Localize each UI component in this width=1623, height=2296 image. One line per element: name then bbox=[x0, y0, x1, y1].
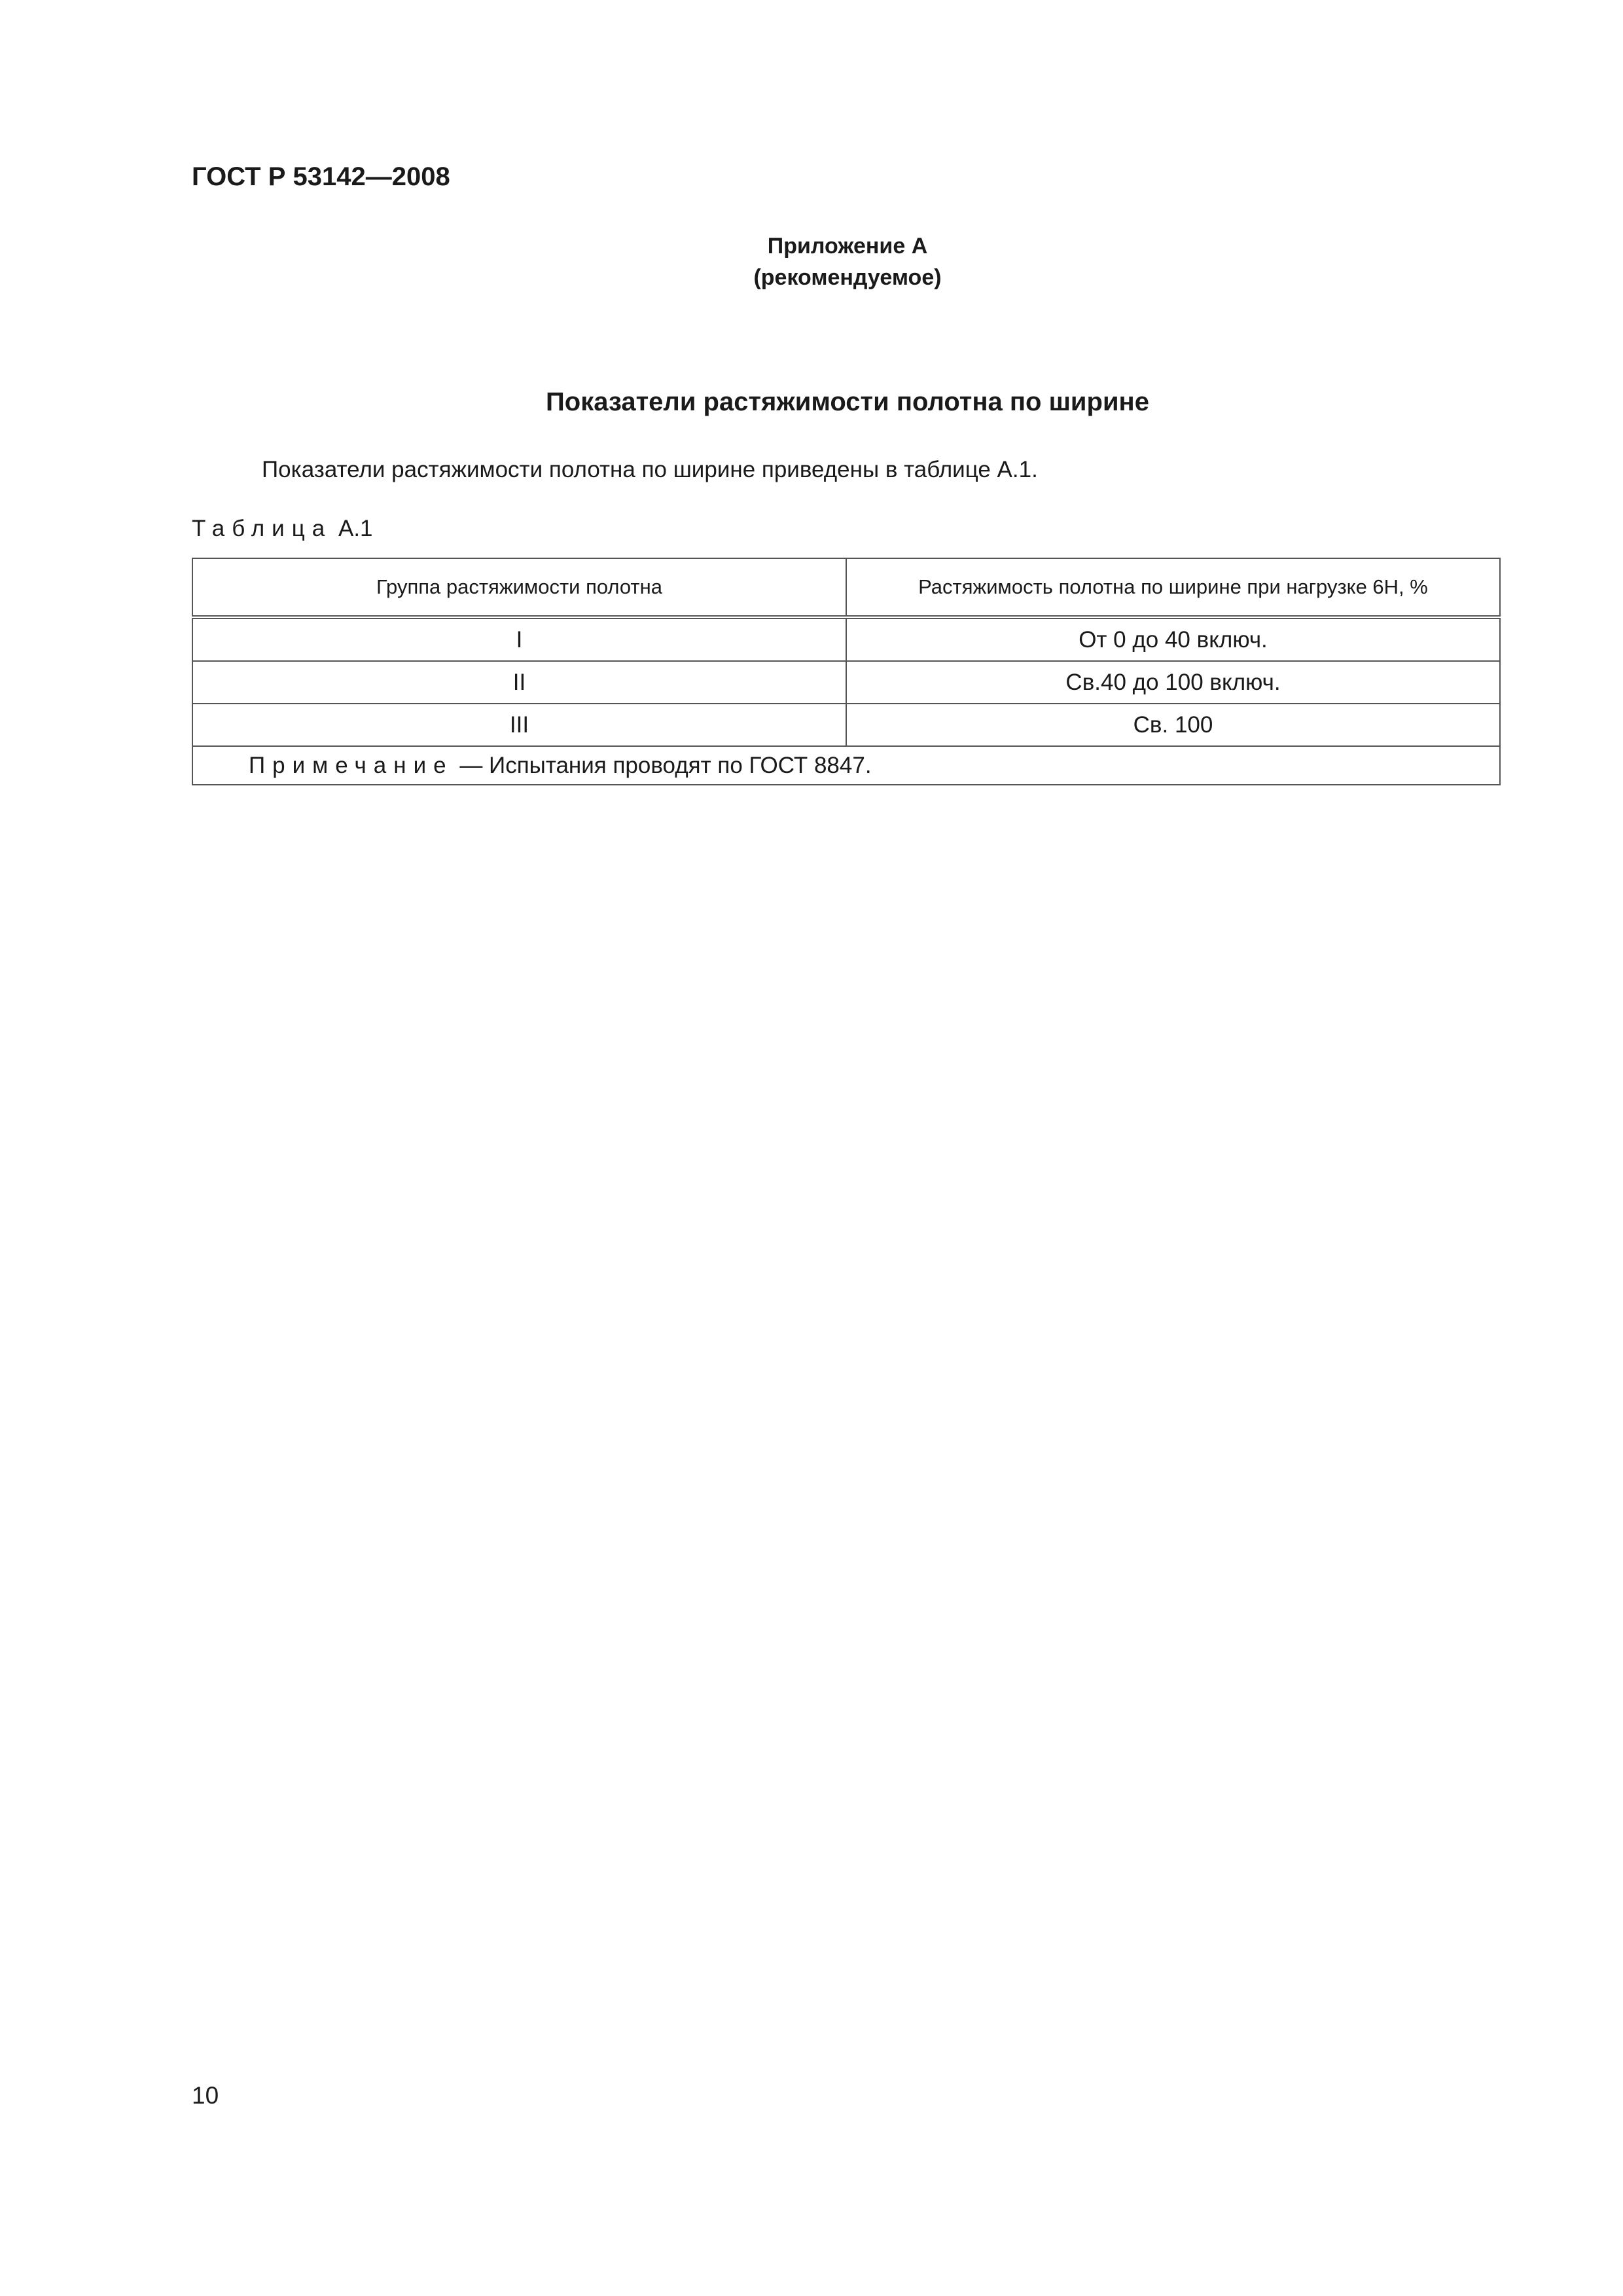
column-header: Группа растяжимости полотна bbox=[192, 558, 846, 617]
table-caption-word: Таблица bbox=[192, 516, 332, 541]
section-title: Показатели растяжимости полотна по ширине bbox=[546, 387, 1149, 416]
appendix-kind: (рекомендуемое) bbox=[753, 265, 942, 290]
table-cell-group: II bbox=[192, 661, 846, 704]
table-cell-stretch: Св. 100 bbox=[846, 704, 1500, 746]
stretch-table bbox=[192, 558, 1501, 785]
table-cell-group: III bbox=[192, 704, 846, 746]
document-id: ГОСТ Р 53142—2008 bbox=[192, 162, 450, 191]
appendix-title: Приложение А bbox=[767, 234, 928, 259]
table-note bbox=[192, 746, 1500, 785]
note-label: Примечание bbox=[249, 752, 454, 778]
note-text: — Испытания проводят по ГОСТ 8847. bbox=[459, 752, 872, 778]
table-row bbox=[192, 704, 1500, 746]
column-header: Растяжимость полотна по ширине при нагрузке 6Н, % bbox=[846, 558, 1500, 617]
table-cell-group: I bbox=[192, 617, 846, 661]
table-caption bbox=[192, 513, 373, 545]
table-cell-stretch: Св.40 до 100 включ. bbox=[846, 661, 1500, 704]
page-number: 10 bbox=[192, 2082, 219, 2109]
table-caption-number: А.1 bbox=[338, 516, 373, 541]
table-note-row bbox=[192, 746, 1500, 785]
table-row bbox=[192, 617, 1500, 661]
table-row bbox=[192, 661, 1500, 704]
intro-paragraph: Показатели растяжимости полотна по ширине приведены в таблице А.1. bbox=[262, 457, 1038, 482]
table-header-row bbox=[192, 558, 1500, 617]
table-cell-stretch: От 0 до 40 включ. bbox=[846, 617, 1500, 661]
